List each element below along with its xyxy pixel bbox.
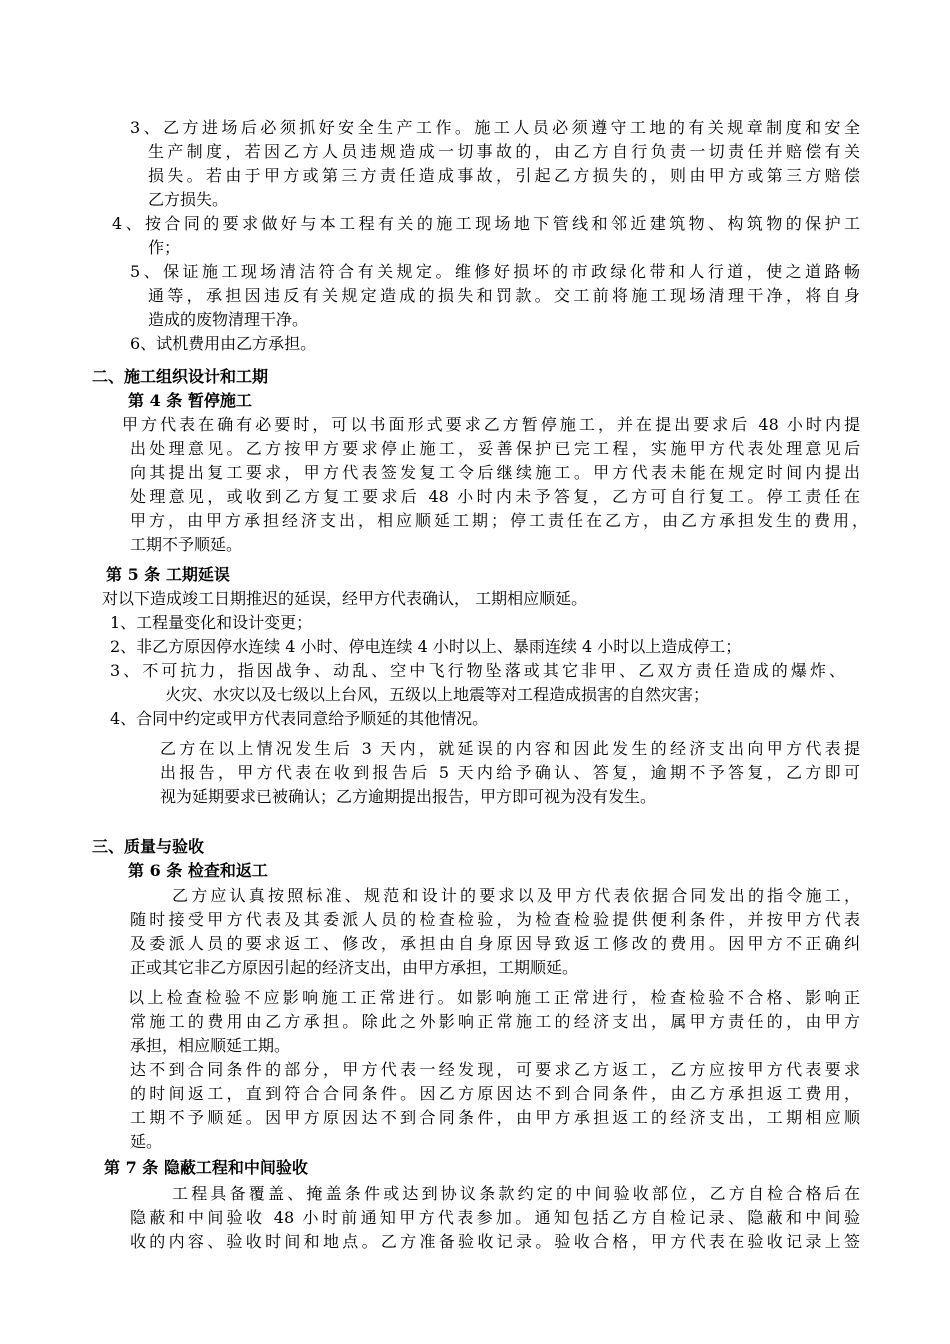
text-line: 6、试机费用由乙方承担。	[130, 334, 317, 353]
text-line: 工程具备覆盖、掩盖条件或达到协议条款约定的中间验收部位，乙方自检合格后在	[172, 1184, 860, 1203]
text-line: 的时间返工，直到符合合同条件。因乙方原因达不到合同条件，由乙方承担返工费用，	[130, 1084, 860, 1103]
text-line: 随时接受甲方代表及其委派人员的检查检验，为检查检验提供便利条件，并按甲方代表	[130, 910, 860, 929]
text-line: 乙方在以上情况发生后 3 天内，就延误的内容和因此发生的经济支出向甲方代表提	[160, 739, 860, 758]
section-heading: 二、施工组织设计和工期	[92, 367, 269, 386]
section-heading: 三、质量与验收	[92, 837, 205, 856]
text-line: 损失。若由于甲方或第三方责任造成事故，引起乙方损失的，则由甲方或第三方赔偿	[148, 166, 860, 185]
text-line: 收的内容、验收时间和地点。乙方准备验收记录。验收合格，甲方代表在验收记录上签	[130, 1232, 860, 1251]
text-line: 工期不予顺延。	[130, 535, 243, 554]
text-line: 通等，承担因违反有关规定造成的损失和罚款。交工前将施工现场清理干净，将自身	[148, 286, 860, 305]
text-line: 1、工程量变化和设计变更；	[110, 613, 313, 632]
text-line: 正或其它非乙方原因引起的经济支出，由甲方承担，工期顺延。	[130, 958, 579, 977]
text-line: 5、保证施工现场清洁符合有关规定。维修好损坏的市政绿化带和人行道，使之道路畅	[130, 262, 860, 281]
section-heading: 第 4 条 暂停施工	[128, 391, 252, 410]
text-line: 作；	[148, 238, 181, 257]
text-line: 2、非乙方原因停水连续 4 小时、停电连续 4 小时以上、暴雨连续 4 小时以上造成停工；	[110, 637, 742, 656]
text-line: 工期不予顺延。因甲方原因达不到合同条件，由甲方承担返工的经济支出，工期相应顺	[130, 1108, 860, 1127]
text-line: 造成的废物清理干净。	[148, 310, 309, 329]
text-line: 4、合同中约定或甲方代表同意给予顺延的其他情况。	[110, 709, 489, 728]
text-line: 对以下造成竣工日期推迟的延误，经甲方代表确认， 工期相应顺延。	[102, 589, 588, 608]
text-line: 视为延期要求已被确认；乙方逾期提出报告，甲方即可视为没有发生。	[160, 787, 657, 806]
text-line: 隐蔽和中间验收 48 小时前通知甲方代表参加。通知包括乙方自检记录、隐蔽和中间验	[130, 1208, 860, 1227]
text-line: 及委派人员的要求返工、修改，承担由自身原因导致返工修改的费用。因甲方不正确纠	[130, 934, 860, 953]
text-line: 常施工的费用由乙方承担。除此之外影响正常施工的经济支出，属甲方责任的，由甲方	[130, 1012, 860, 1031]
section-heading: 第 5 条 工期延误	[106, 565, 230, 584]
text-line: 向其提出复工要求，甲方代表签发复工令后继续施工。甲方代表未能在规定时间内提出	[130, 463, 860, 482]
text-line: 延。	[130, 1132, 163, 1151]
text-line: 火灾、水灾以及七级以上台风，五级以上地震等对工程造成损害的自然灾害；	[165, 685, 710, 704]
text-line: 以上检查检验不应影响施工正常进行。如影响施工正常进行，检查检验不合格、影响正	[128, 988, 860, 1007]
text-line: 乙方损失。	[148, 190, 229, 209]
section-heading: 第 7 条 隐蔽工程和中间验收	[104, 1158, 308, 1177]
text-line: 3、不可抗力，指因战争、动乱、空中飞行物坠落或其它非甲、乙双方责任造成的爆炸、	[110, 661, 845, 680]
text-line: 出报告，甲方代表在收到报告后 5 天内给予确认、答复，逾期不予答复，乙方即可	[160, 763, 860, 782]
section-heading: 第 6 条 检查和返工	[128, 861, 268, 880]
text-line: 出处理意见。乙方按甲方要求停止施工，妥善保护已完工程，实施甲方代表处理意见后	[130, 439, 860, 458]
text-line: 承担，相应顺延工期。	[130, 1036, 291, 1055]
text-line: 4、按合同的要求做好与本工程有关的施工现场地下管线和邻近建筑物、构筑物的保护工	[112, 214, 860, 233]
text-line: 乙方应认真按照标准、规范和设计的要求以及甲方代表依据合同发出的指令施工，	[172, 886, 860, 905]
text-line: 3、乙方进场后必须抓好安全生产工作。施工人员必须遵守工地的有关规章制度和安全	[130, 118, 860, 137]
text-line: 达不到合同条件的部分，甲方代表一经发现，可要求乙方返工，乙方应按甲方代表要求	[130, 1060, 860, 1079]
text-line: 生产制度，若因乙方人员违规造成一切事故的，由乙方自行负责一切责任并赔偿有关	[148, 142, 860, 161]
text-line: 甲方代表在确有必要时，可以书面形式要求乙方暂停施工，并在提出要求后 48 小时内提	[122, 415, 860, 434]
text-line: 甲方，由甲方承担经济支出，相应顺延工期；停工责任在乙方，由乙方承担发生的费用，	[130, 511, 868, 530]
text-line: 处理意见，或收到乙方复工要求后 48 小时内未予答复，乙方可自行复工。停工责任在	[130, 487, 860, 506]
